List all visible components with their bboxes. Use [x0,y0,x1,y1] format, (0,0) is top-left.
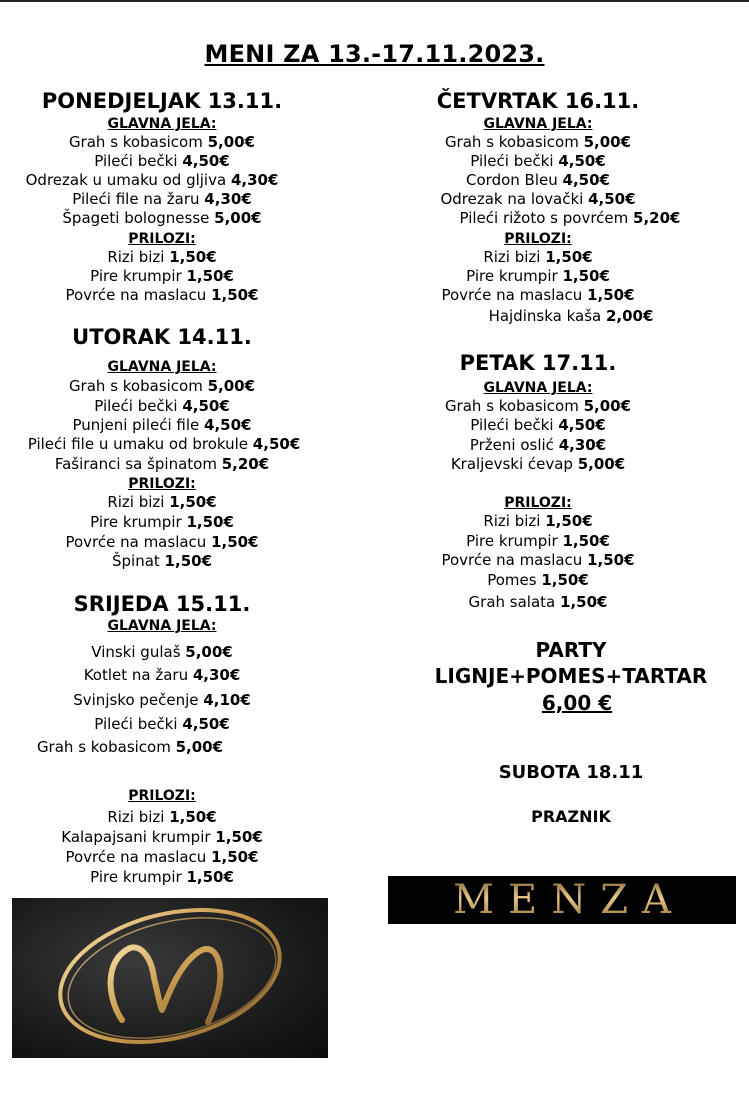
side-item: Pire krumpir 1,50€ [466,532,610,550]
dish-item: Odrezak na lovački 4,50€ [440,190,636,208]
day-heading-tuesday: UTORAK 14.11. [72,325,252,349]
dish-item: Vinski gulaš 5,00€ [91,643,233,661]
side-item: Rizi bizi 1,50€ [107,808,217,826]
side-item: Pire krumpir 1,50€ [90,267,234,285]
dish-item: Grah s kobasicom 5,00€ [68,377,256,395]
side-item: Pire krumpir 1,50€ [90,513,234,531]
party-title: PARTY [535,638,607,662]
holiday-note: PRAZNIK [531,807,611,826]
side-item: Pomes 1,50€ [487,571,589,589]
side-item: Rizi bizi 1,50€ [107,493,217,511]
main-dishes-label-friday: GLAVNA JELA: [483,380,593,396]
dish-item: Pileći file na žaru 4,30€ [72,190,252,208]
dish-item: Pileći bečki 4,50€ [470,416,606,434]
day-heading-monday: PONEDJELJAK 13.11. [41,89,283,113]
dish-item: Cordon Bleu 4,50€ [466,171,610,189]
dish-item: Pileći bečki 4,50€ [94,152,230,170]
dish-item: Pileći rižoto s povrćem 5,20€ [459,209,681,227]
sides-label-tuesday: PRILOZI: [128,476,196,492]
side-item: Povrće na maslacu 1,50€ [441,286,635,304]
day-heading-friday: PETAK 17.11. [459,351,617,375]
dish-item: Grah s kobasicom 5,00€ [68,133,256,151]
m-monogram-icon [12,898,328,1058]
dish-item: Pileći file u umaku od brokule 4,50€ [27,435,301,453]
party-dish: LIGNJE+POMES+TARTAR [434,664,708,688]
dish-item: Pileći bečki 4,50€ [94,397,230,415]
saturday-heading: SUBOTA 18.11 [498,762,644,783]
top-border-line [0,0,749,2]
dish-item: Grah s kobasicom 5,00€ [444,133,632,151]
side-item: Hajdinska kaša 2,00€ [488,307,654,325]
dish-item: Grah s kobasicom 5,00€ [36,738,224,756]
side-item: Rizi bizi 1,50€ [107,248,217,266]
side-item: Povrće na maslacu 1,50€ [65,286,259,304]
dish-item: Špageti bolognesse 5,00€ [62,209,262,227]
side-item: Grah salata 1,50€ [468,593,608,611]
dish-item: Kotlet na žaru 4,30€ [83,666,241,684]
dish-item: Pileći bečki 4,50€ [470,152,606,170]
day-heading-thursday: ČETVRTAK 16.11. [436,89,640,113]
dish-item: Kraljevski ćevap 5,00€ [450,455,626,473]
dish-item: Odrezak u umaku od gljiva 4,30€ [25,171,279,189]
main-dishes-label-thursday: GLAVNA JELA: [483,116,593,132]
dish-item: Prženi oslić 4,30€ [469,436,607,454]
side-item: Pire krumpir 1,50€ [466,267,610,285]
party-price: 6,00 € [541,691,613,715]
side-item: Špinat 1,50€ [111,552,213,570]
sides-label-wednesday: PRILOZI: [128,788,196,804]
dish-item: Pileći bečki 4,50€ [94,715,230,733]
menu-title: MENI ZA 13.-17.11.2023. [204,40,545,68]
menza-wordmark: MENZA [439,877,685,923]
side-item: Kalapajsani krumpir 1,50€ [61,828,263,846]
menza-banner [388,876,736,924]
side-item: Povrće na maslacu 1,50€ [65,848,259,866]
sides-label-monday: PRILOZI: [128,231,196,247]
side-item: Rizi bizi 1,50€ [483,512,593,530]
day-heading-wednesday: SRIJEDA 15.11. [73,592,251,616]
side-item: Pire krumpir 1,50€ [90,868,234,886]
sides-label-friday: PRILOZI: [504,495,572,511]
main-dishes-label-wednesday: GLAVNA JELA: [107,618,217,634]
dish-item: Faširanci sa špinatom 5,20€ [54,455,270,473]
menza-logo [12,898,328,1058]
sides-label-thursday: PRILOZI: [504,231,572,247]
dish-item: Grah s kobasicom 5,00€ [444,397,632,415]
side-item: Povrće na maslacu 1,50€ [65,533,259,551]
side-item: Rizi bizi 1,50€ [483,248,593,266]
side-item: Povrće na maslacu 1,50€ [441,551,635,569]
main-dishes-label-tuesday: GLAVNA JELA: [107,359,217,375]
main-dishes-label-monday: GLAVNA JELA: [107,116,217,132]
dish-item: Punjeni pileći file 4,50€ [72,416,252,434]
dish-item: Svinjsko pečenje 4,10€ [73,691,251,709]
